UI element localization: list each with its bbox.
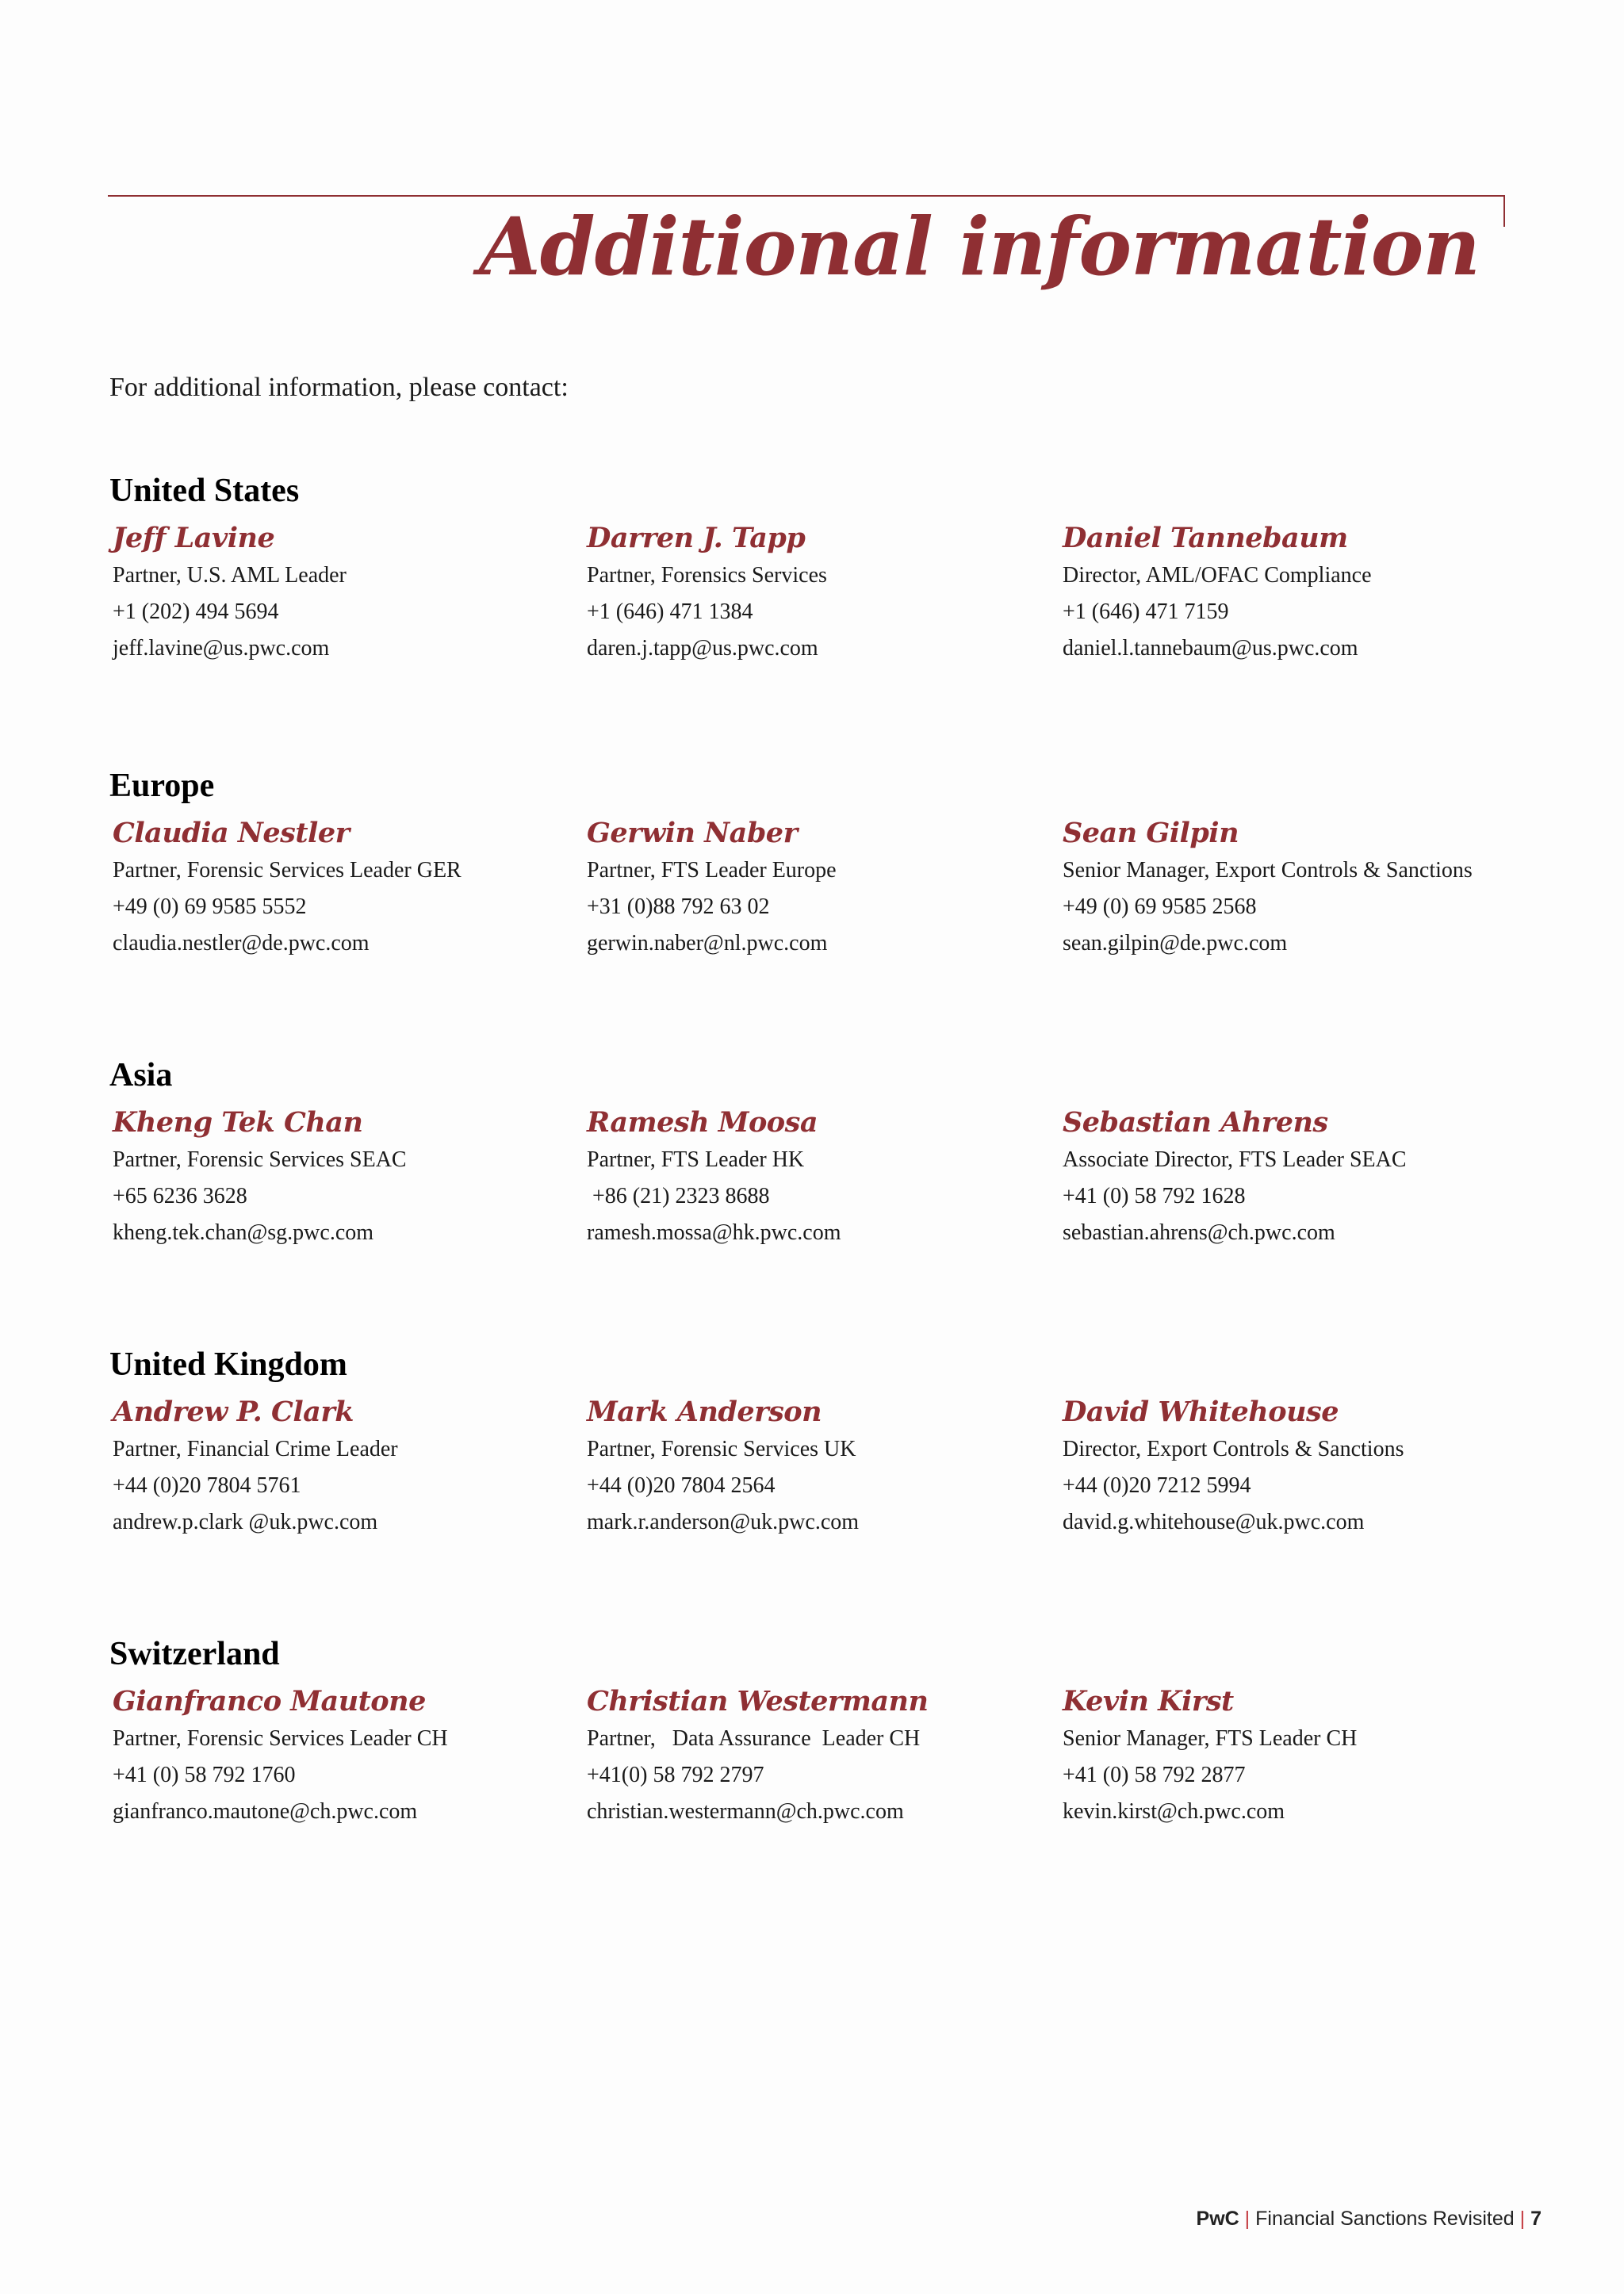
contact-phone: +49 (0) 69 9585 2568	[1063, 894, 1257, 919]
contact-phone: +41(0) 58 792 2797	[587, 1763, 764, 1787]
contact-card	[1063, 1683, 1538, 1830]
contact-list	[109, 814, 1553, 965]
contact-list	[109, 1683, 1553, 1833]
region-switzerland	[109, 1635, 1553, 1833]
contact-name: Andrew P. Clark	[113, 1396, 354, 1428]
contact-card	[113, 1683, 588, 1830]
contact-email: andrew.p.clark @uk.pwc.com	[113, 1510, 378, 1534]
contact-card	[587, 519, 1063, 667]
contact-name: Mark Anderson	[587, 1396, 822, 1428]
page-footer	[1197, 2208, 1542, 2231]
region-united-kingdom	[109, 1346, 1553, 1544]
contact-name: Christian Westermann	[587, 1685, 929, 1718]
contact-list	[109, 519, 1553, 670]
contact-role: Partner, FTS Leader HK	[587, 1147, 805, 1172]
contact-name: David Whitehouse	[1063, 1396, 1339, 1428]
contact-phone: +65 6236 3628	[113, 1184, 247, 1208]
footer-brand: PwC	[1196, 2208, 1239, 2230]
contact-email: kevin.kirst@ch.pwc.com	[1063, 1799, 1285, 1824]
contact-card	[113, 814, 588, 962]
contact-name: Gianfranco Mautone	[113, 1685, 426, 1718]
footer-document-title: Financial Sanctions Revisited	[1255, 2208, 1515, 2230]
contact-role: Senior Manager, FTS Leader CH	[1063, 1726, 1358, 1751]
contact-phone: +41 (0) 58 792 1760	[113, 1763, 296, 1787]
contact-name: Darren J. Tapp	[587, 522, 806, 554]
contact-phone: +41 (0) 58 792 2877	[1063, 1763, 1246, 1787]
contact-email: daren.j.tapp@us.pwc.com	[587, 636, 818, 661]
contact-phone: +44 (0)20 7212 5994	[1063, 1473, 1251, 1498]
region-heading: Europe	[109, 768, 215, 804]
contact-role: Partner, U.S. AML Leader	[113, 563, 347, 588]
contact-card	[1063, 1104, 1538, 1251]
contact-email: gerwin.naber@nl.pwc.com	[587, 931, 828, 956]
contact-name: Sean Gilpin	[1063, 817, 1239, 849]
contact-email: gianfranco.mautone@ch.pwc.com	[113, 1799, 418, 1824]
contact-email: christian.westermann@ch.pwc.com	[587, 1799, 904, 1824]
contact-role: Partner, Data Assurance Leader CH	[587, 1726, 921, 1751]
contact-name: Ramesh Moosa	[587, 1106, 818, 1139]
contact-card	[587, 814, 1063, 962]
contact-name: Sebastian Ahrens	[1063, 1106, 1328, 1139]
page-title: Additional information	[479, 200, 1480, 293]
contact-email: mark.r.anderson@uk.pwc.com	[587, 1510, 860, 1534]
contact-card	[1063, 814, 1538, 962]
contact-card	[587, 1393, 1063, 1541]
contact-card	[587, 1683, 1063, 1830]
contact-phone: +1 (202) 494 5694	[113, 599, 279, 624]
contact-role: Partner, FTS Leader Europe	[587, 858, 837, 883]
contact-phone: +41 (0) 58 792 1628	[1063, 1184, 1246, 1208]
contact-role: Partner, Forensic Services SEAC	[113, 1147, 407, 1172]
region-asia	[109, 1056, 1553, 1254]
contact-list	[109, 1104, 1553, 1254]
contact-name: Claudia Nestler	[113, 817, 350, 849]
contact-role: Partner, Financial Crime Leader	[113, 1437, 398, 1461]
region-heading: United States	[109, 473, 300, 509]
contact-email: kheng.tek.chan@sg.pwc.com	[113, 1220, 374, 1245]
contact-email: jeff.lavine@us.pwc.com	[113, 636, 330, 661]
contact-role: Associate Director, FTS Leader SEAC	[1063, 1147, 1407, 1172]
contact-list	[109, 1393, 1553, 1544]
contact-email: sebastian.ahrens@ch.pwc.com	[1063, 1220, 1335, 1245]
contact-card	[113, 1104, 588, 1251]
region-heading: United Kingdom	[109, 1346, 347, 1383]
contact-role: Director, Export Controls & Sanctions	[1063, 1437, 1404, 1461]
header-rule-tick	[1503, 195, 1505, 227]
region-heading: Switzerland	[109, 1636, 280, 1672]
contact-phone: +44 (0)20 7804 2564	[587, 1473, 776, 1498]
contact-name: Kheng Tek Chan	[113, 1106, 363, 1139]
contact-card	[113, 519, 588, 667]
contact-email: claudia.nestler@de.pwc.com	[113, 931, 370, 956]
contact-role: Partner, Forensics Services	[587, 563, 827, 588]
contact-card	[1063, 519, 1538, 667]
contact-card	[113, 1393, 588, 1541]
contact-phone: +1 (646) 471 7159	[1063, 599, 1229, 624]
contact-phone: +49 (0) 69 9585 5552	[113, 894, 307, 919]
contact-role: Partner, Forensic Services Leader GER	[113, 858, 462, 883]
intro-text: For additional information, please contact:	[109, 373, 569, 402]
contact-phone: +44 (0)20 7804 5761	[113, 1473, 301, 1498]
footer-separator: |	[1519, 2208, 1526, 2230]
region-heading: Asia	[109, 1057, 173, 1093]
region-united-states	[109, 472, 1553, 670]
contact-phone: +31 (0)88 792 63 02	[587, 894, 770, 919]
contact-phone: +1 (646) 471 1384	[587, 599, 753, 624]
contact-role: Partner, Forensic Services UK	[587, 1437, 856, 1461]
contact-role: Director, AML/OFAC Compliance	[1063, 563, 1372, 588]
contact-email: ramesh.mossa@hk.pwc.com	[587, 1220, 841, 1245]
contact-card	[587, 1104, 1063, 1251]
contact-name: Gerwin Naber	[587, 817, 798, 849]
contact-phone: +86 (21) 2323 8688	[587, 1184, 770, 1208]
contact-email: david.g.whitehouse@uk.pwc.com	[1063, 1510, 1365, 1534]
contact-name: Daniel Tannebaum	[1063, 522, 1348, 554]
contact-email: sean.gilpin@de.pwc.com	[1063, 931, 1288, 956]
header-rule	[108, 195, 1505, 197]
footer-separator: |	[1244, 2208, 1251, 2230]
contact-card	[1063, 1393, 1538, 1541]
region-europe	[109, 767, 1553, 965]
contact-email: daniel.l.tannebaum@us.pwc.com	[1063, 636, 1358, 661]
contact-role: Senior Manager, Export Controls & Sanctions	[1063, 858, 1473, 883]
page-number: 7	[1530, 2208, 1542, 2230]
contact-name: Kevin Kirst	[1063, 1685, 1234, 1718]
contact-role: Partner, Forensic Services Leader CH	[113, 1726, 448, 1751]
contact-name: Jeff Lavine	[113, 522, 275, 554]
